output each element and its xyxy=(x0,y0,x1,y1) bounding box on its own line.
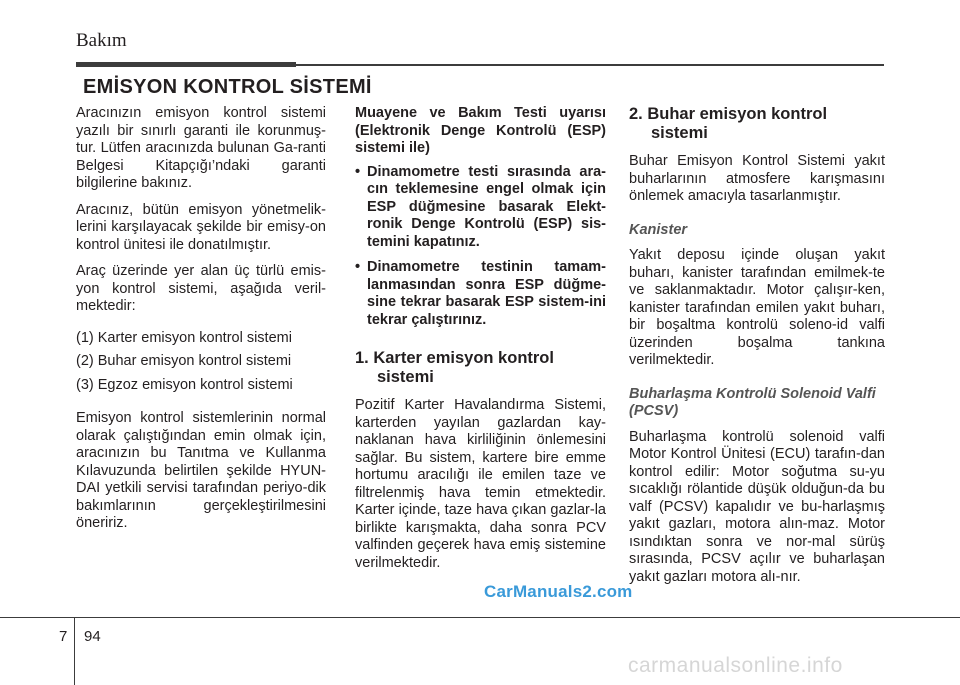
section-heading: 2. Buhar emisyon kontrol sistemi xyxy=(629,105,828,142)
column-right xyxy=(629,105,885,595)
chapter-title: Bakım xyxy=(76,30,127,51)
footer-rule xyxy=(0,617,960,618)
bullet-item xyxy=(355,259,606,329)
bullet-item xyxy=(355,164,606,252)
pcsv-heading: Buharlaşma Kontrolü Solenoid Valfi (PCSV) xyxy=(629,385,876,419)
section-title: EMİSYON KONTROL SİSTEMİ xyxy=(83,76,372,98)
bullet-icon: • xyxy=(355,259,361,275)
paragraph-crankcase: Pozitif Karter Havalandırma Sistemi, karterden yayılan gazlardan kay-naklanan hava kirliliğinin önlemesini sağlar. Bu sistem, kartere bire emme hortumu aracılığı ile emilen taze ve filtrelenmiş hava temin etmektedir. Karter içinde, taze hava çıkan gazlar-la birlikte karışmakta, daha sonra PCV valfinden geçerek hava emiş sistemine verilmektedir. xyxy=(355,397,606,571)
paragraph-kanister: Yakıt deposu içinde oluşan yakıt buharı, kanister tarafından emilmek-te ve saklanmaktadır. Motor çalışır-ken, kanister tarafından emilen yakıt buharı, bir boşaltma kontrolü soleno-id valfi üzerinden boşalma tankına verilmektedir. xyxy=(629,247,885,368)
site-watermark: carmanualsonline.info xyxy=(628,654,843,677)
list-item: (3) Egzoz emisyon kontrol sistemi xyxy=(76,376,293,393)
paragraph-pcsv: Buharlaşma kontrolü solenoid valfi Motor Kontrol Ünitesi (ECU) tarafın-dan kontrol edilir: Motor soğutma su-yu sıcaklığı rölantide düşük olduğun-da bu valf (PCSV) kapalıdır ve bu-harlaşmış yakıt gazları, motora alın-maz. Motor ısındıktan sonra ve nor-mal sürüş sırasında, PCSV açılır ve buharlaşan yakıt gazları motora alı-nır. xyxy=(629,428,885,585)
paragraph-evap: Buhar Emisyon Kontrol Sistemi yakıt buharlarının atmosfere karışmasını önlemek amacıyla tasarlanmıştır. xyxy=(629,153,885,204)
header-rule xyxy=(296,64,884,66)
paragraph-equipment: Aracınız, bütün emisyon yönetmelik-lerini karşılayacak şekilde bir emisy-on kontrol ünitesi ile donatılmıştır. xyxy=(76,201,326,253)
column-left xyxy=(76,105,326,542)
paragraph-maintenance: Emisyon kontrol sistemlerinin normal olarak çalıştığından emin olmak için, aracınızın bu Tanıtma ve Kullanma Kılavuzunda belirtilen şekilde HYUN-DAI yetkili servisi tarafından periyo-dik bakımlarının gerçekleştirilmesini öneririz. xyxy=(76,410,326,531)
bullet-text: Dinamometre testi sırasında ara-cın teklemesine engel olmak için ESP düğmesine basarak Elekt-ronik Denge Kontrolü (ESP) sis-temini kapatınız. xyxy=(367,163,606,250)
bullet-icon: • xyxy=(355,163,361,180)
list-item: (1) Karter emisyon kontrol sistemi xyxy=(76,329,292,346)
page-number: 94 xyxy=(84,628,101,645)
paragraph-warranty: Aracınızın emisyon kontrol sistemi yazılı bir sınırlı garanti ile korunmuş-tur. Lütfen aracınızda bulunan Ga-ranti Belgesi Kitapçığı’ndaki garanti bilgilerine bakınız. xyxy=(76,105,326,191)
footer-divider xyxy=(74,617,75,685)
kanister-heading: Kanister xyxy=(629,221,688,238)
bullet-text: Dinamometre testinin tamam-lanmasından sonra ESP düğme-sine tekrar basarak ESP sistem-ini tekrar çalıştırınız. xyxy=(367,259,606,328)
section-heading: 1. Karter emisyon kontrol sistemi xyxy=(355,349,554,386)
paragraph-intro-list: Araç üzerinde yer alan üç türlü emis-yon kontrol sistemi, aşağıda veril-mektedir: xyxy=(76,263,326,314)
column-middle xyxy=(355,105,606,581)
list-item: (2) Buhar emisyon kontrol sistemi xyxy=(76,353,292,369)
watermark-logo[interactable]: CarManuals2.com xyxy=(484,582,633,601)
chapter-number: 7 xyxy=(59,628,68,645)
warning-heading: Muayene ve Bakım Testi uyarısı (Elektronik Denge Kontrolü (ESP) sistemi ile) xyxy=(355,105,606,156)
header-bar xyxy=(76,62,296,67)
